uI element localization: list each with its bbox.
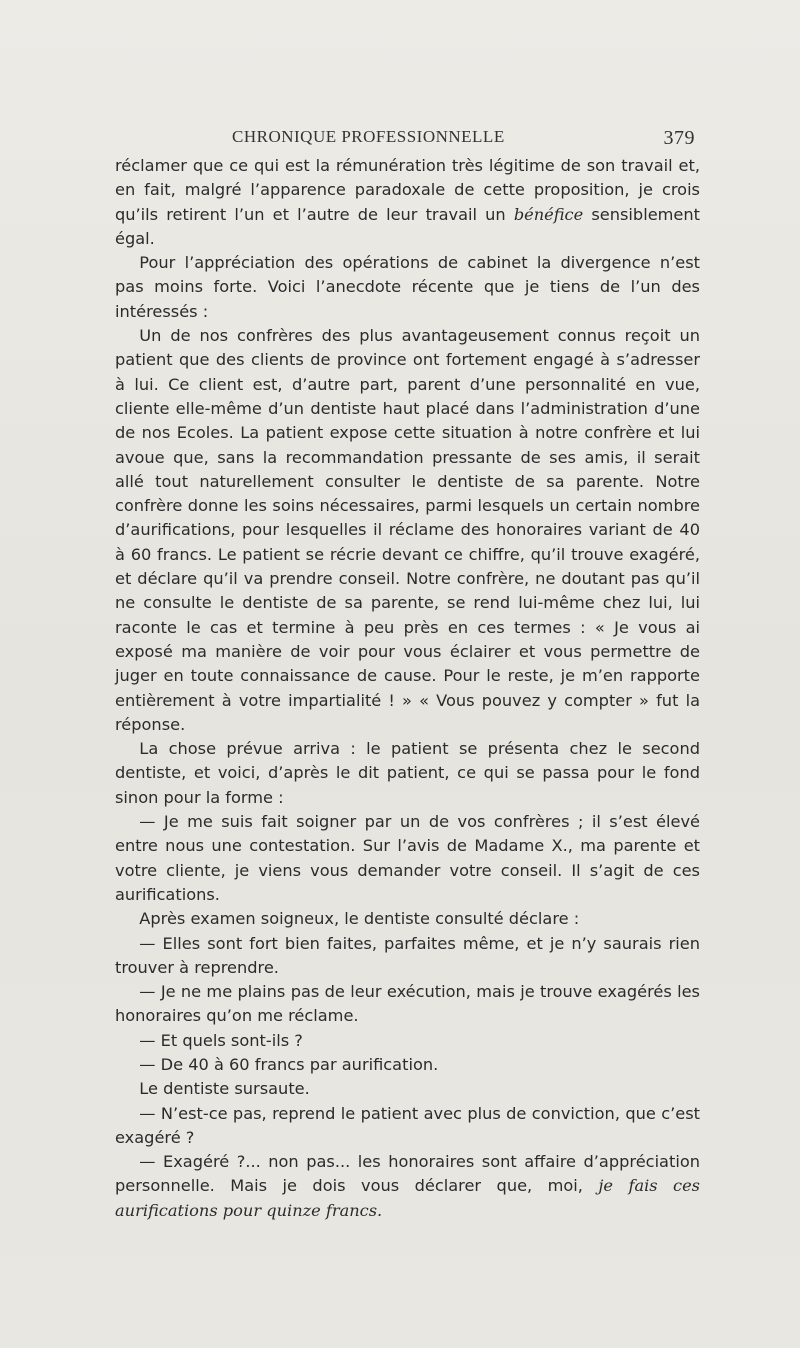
paragraph-text: — Je ne me plains pas de leur exécution, mais je trouve exagérés les honoraires qu’on me réclame.: [115, 982, 700, 1026]
paragraph-text: sensiblement égal.: [115, 204, 700, 248]
paragraph-text: — N’est-ce pas, reprend le patient avec plus de conviction, que c’est exagéré ?: [115, 1103, 700, 1147]
paragraph: [115, 1077, 700, 1101]
italic-text: je fais ces aurifications pour quinze francs.: [115, 1176, 700, 1220]
page-number: 379: [663, 127, 695, 149]
paragraph: [115, 1029, 700, 1053]
paragraph: [115, 1102, 700, 1151]
paragraph-text: Pour l’appréciation des opérations de cabinet la divergence n’est pas moins forte. Voici l’anecdote récente que je tiens de l’un des intéressés :: [115, 253, 700, 321]
paragraph: [115, 810, 700, 907]
paragraph: [115, 737, 700, 810]
paragraph-text: Un de nos confrères des plus avantageusement connus reçoit un patient que des clients de province ont fortement engagé à s’adresser à lui. Ce client est, d’autre part, parent d’une personnalité en vue, cliente elle-même d’un dentiste haut placé dans l’administration d’une de nos Ecoles. La patient expose cette situation à notre confrère et lui avoue que, sans la recommandation pressante de ses amis, il serait allé tout naturellement consulter le dentiste de sa parente. Notre confrère donne les soins nécessaires, parmi lesquels un certain nombre d’aurifications, pour lesquelles il réclame des honoraires variant de 40 à 60 francs. Le patient se récrie devant ce chiffre, qu’il trouve exagéré, et déclare qu’il va prendre conseil. Notre confrère, ne doutant pas qu’il ne consulte le dentiste de sa parente, se rend lui-même chez lui, lui raconte le cas et termine à peu près en ces termes : « Je vous ai exposé ma manière de voir pour vous éclairer et vous permettre de juger en toute connaissance de cause. Pour le reste, je m’en rapporte entièrement à votre impartialité ! » « Vous pouvez y compter » fut la réponse.: [115, 326, 700, 734]
paragraph-text: — De 40 à 60 francs par aurification.: [139, 1054, 439, 1074]
paragraph: [115, 980, 700, 1029]
paragraph: [115, 907, 700, 931]
paragraph-text: — Elles sont fort bien faites, parfaites même, et je n’y saurais rien trouver à reprendre.: [115, 933, 700, 977]
paragraph: [115, 1150, 700, 1223]
paragraph-text: — Exagéré ?... non pas... les honoraires sont affaire d’appréciation personnelle. Mais je dois vous déclarer que, moi,: [115, 1152, 700, 1196]
paragraph-text: — Je me suis fait soigner par un de vos confrères ; il s’est élevé entre nous une contestation. Sur l’avis de Madame X., ma parente et votre cliente, je viens vous demander votre conseil. Il s’agit de ces aurifications.: [115, 812, 700, 904]
italic-text: bénéfice: [513, 204, 584, 224]
paragraph: [115, 154, 700, 251]
paragraph-text: Le dentiste sursaute.: [139, 1079, 310, 1099]
paragraph-text: réclamer que ce qui est la rémunération très légitime de son travail et, en fait, malgré l’apparence paradoxale de cette proposition, je crois qu’ils retirent l’un et l’autre de leur travail un: [115, 156, 700, 224]
paragraph-text: La chose prévue arriva : le patient se présenta chez le second dentiste, et voici, d’après le dit patient, ce qui se passa pour le fond sinon pour la forme :: [115, 739, 700, 807]
running-header: [232, 127, 695, 151]
article-body: [115, 154, 700, 1223]
paragraph: [115, 324, 700, 737]
paragraph: [115, 1053, 700, 1077]
paragraph-text: Après examen soigneux, le dentiste consulté déclare :: [139, 909, 580, 929]
paragraph-text: — Et quels sont-ils ?: [139, 1030, 303, 1050]
paragraph: [115, 932, 700, 981]
running-title: CHRONIQUE PROFESSIONNELLE: [232, 127, 505, 146]
paragraph: [115, 251, 700, 324]
